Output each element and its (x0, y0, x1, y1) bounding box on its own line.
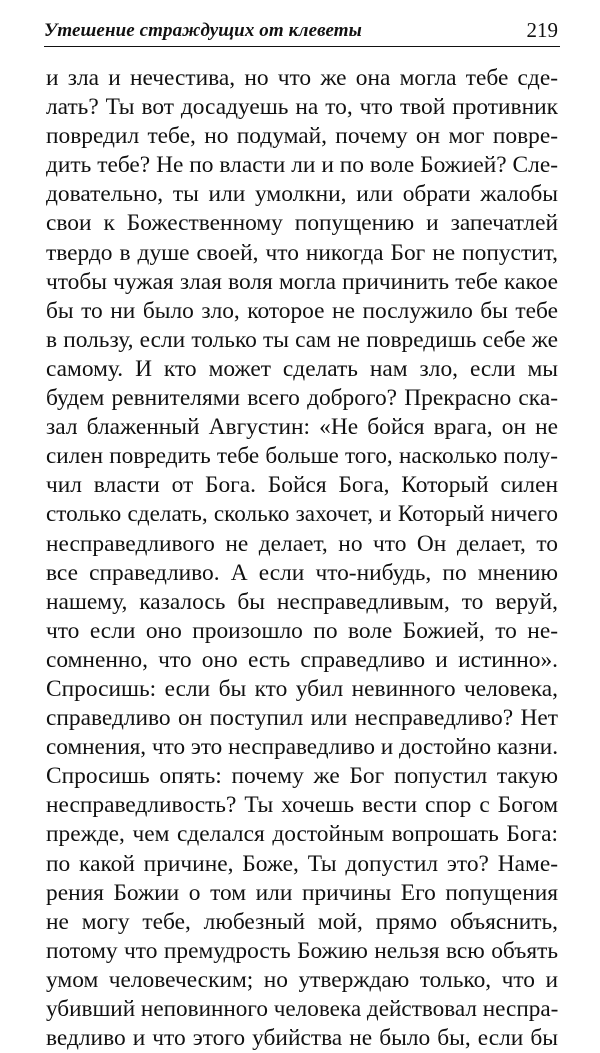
text-line: сомненно, что оно есть справедливо и истинно». (46, 646, 558, 673)
text-line: умом человеческим; но утверждаю только, что и (46, 966, 558, 993)
page-number: 219 (526, 18, 558, 42)
text-line: чил власти от Бога. Бойся Бога, Который силен (46, 472, 558, 499)
text-line: будем ревнителями всего доброго? Прекрасно ска- (46, 385, 558, 412)
text-line: сомнения, что это несправедливо и достойно казни. (46, 734, 558, 761)
text-line: справедливо он поступил или несправедливо? Нет (46, 705, 558, 732)
text-line: убивший неповинного человека действовал неспра- (46, 996, 559, 1022)
text-line: чтобы чужая злая воля могла причинить тебе какое (46, 268, 558, 295)
text-line: самому. И кто может сделать нам зло, если мы (46, 355, 558, 382)
text-line: нашему, казалось бы несправедливым, то веруй, (46, 588, 558, 615)
text-line: что если оно произошло по воле Божией, то не- (46, 617, 558, 644)
text-line: несправедливость? Ты хочешь вести спор с Богом (46, 792, 558, 819)
text-line: лать? Ты вот досадуешь на то, что твой противник (46, 94, 558, 121)
text-line: по какой причине, Боже, Ты допустил это? Наме- (46, 850, 558, 877)
text-line: Спросишь опять: почему же Бог попустил такую (46, 763, 558, 790)
text-line: все справедливо. А если что-нибудь, по мнению (46, 559, 558, 586)
text-line: Спросишь: если бы кто убил невинного человека, (46, 675, 558, 702)
text-line: довательно, ты или умолкни, или обрати жалобы (46, 181, 558, 208)
text-line: силен повредить тебе больше того, насколько полу- (46, 443, 558, 470)
text-line: столько сделать, сколько захочет, и Который ничего (46, 501, 558, 528)
text-line: и зла и нечестива, но что же она могла тебе сде- (46, 65, 558, 91)
text-line: потому что премудрость Божию нельзя всю объять (46, 937, 558, 964)
text-line: твердо в душе своей, что никогда Бог не попустит, (46, 239, 558, 266)
text-line: несправедливого не делает, но что Он делает, то (46, 530, 558, 557)
text-line: бы то ни было зло, которое не послужило бы тебе (46, 297, 558, 324)
text-line: не могу тебе, любезный мой, прямо объяснить, (46, 908, 558, 935)
text-line: прежде, чем сделался достойным вопрошать Бога: (46, 821, 558, 848)
text-line: ведливо и что этого убийства не было бы, если бы (46, 1025, 558, 1052)
running-title: Утешение страждущих от клеветы (44, 20, 362, 41)
text-line: свои к Божественному попущению и запечатлей (46, 210, 558, 237)
text-line: повредил тебе, но подумай, почему он мог повре- (46, 123, 558, 150)
text-line: дить тебе? Не по власти ли и по воле Божией? Сле- (46, 152, 558, 179)
running-head (44, 14, 560, 47)
text-line: зал блаженный Августин: «Не бойся врага, он не (46, 414, 558, 441)
body-text (46, 64, 558, 1053)
text-line: рения Божии о том или причины Его попущения (46, 879, 558, 906)
text-line: в пользу, если только ты сам не повредишь себе же (46, 326, 558, 353)
